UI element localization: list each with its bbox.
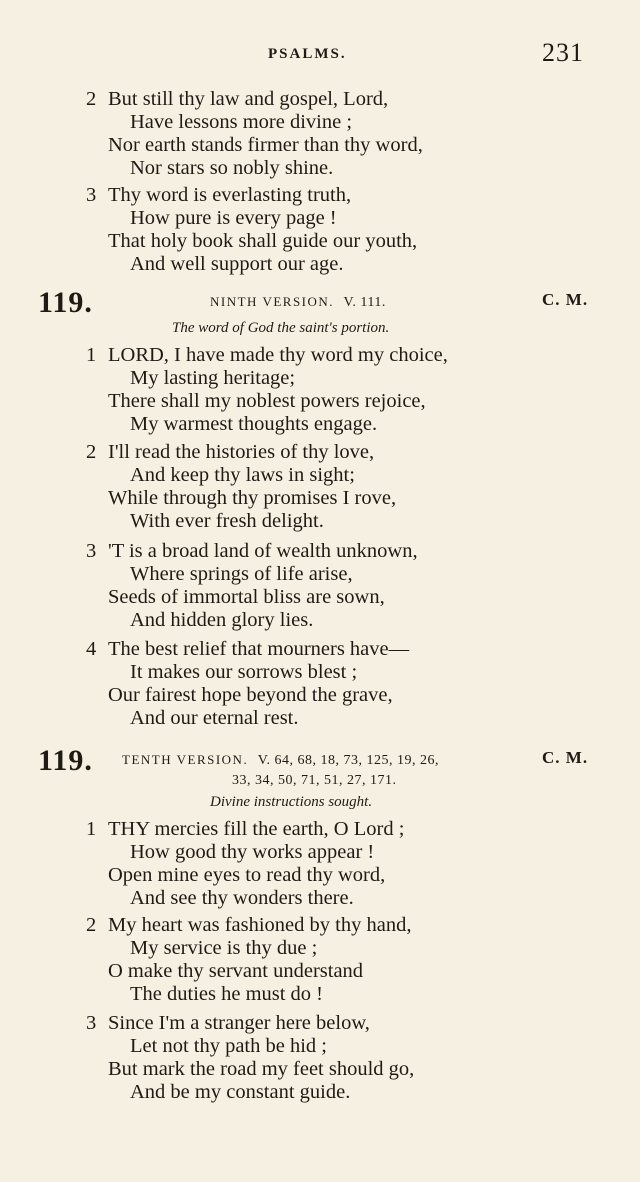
verse-line: But mark the road my feet should go,	[108, 1058, 415, 1080]
verse-line: But still thy law and gospel, Lord,	[108, 88, 389, 110]
verse-line: And hidden glory lies.	[130, 609, 314, 631]
hymn-number: 119.	[38, 744, 93, 777]
version-title-continued	[232, 772, 397, 789]
verse-line: How pure is every page !	[130, 207, 337, 229]
verse-line: And keep thy laws in sight;	[130, 464, 355, 486]
verse-line: Thy word is everlasting truth,	[108, 184, 352, 206]
verse-line: Nor stars so nobly shine.	[130, 157, 334, 179]
verse-line: Nor earth stands firmer than thy word,	[108, 134, 423, 156]
verse-line: There shall my noblest powers rejoice,	[108, 390, 426, 412]
stanza-number: 3	[86, 1012, 97, 1034]
stanza-number: 2	[86, 914, 97, 936]
verse-reference: V. 111.	[343, 295, 386, 310]
stanza-number: 3	[86, 184, 97, 206]
verse-reference: V. 64, 68, 18, 73, 125, 19, 26,	[257, 753, 440, 768]
verse-line: How good thy works appear !	[130, 841, 375, 863]
verse-line: My warmest thoughts engage.	[130, 413, 378, 435]
version-title	[210, 294, 386, 311]
version-name: TENTH VERSION.	[122, 752, 249, 767]
verse-line: My heart was fashioned by thy hand,	[108, 914, 412, 936]
verse-line: And be my constant guide.	[130, 1081, 351, 1103]
verse-line: My service is thy due ;	[130, 937, 318, 959]
verse-line: Where springs of life arise,	[130, 563, 353, 585]
stanza-number: 2	[86, 88, 97, 110]
verse-line: I'll read the histories of thy love,	[108, 441, 375, 463]
stanza-number: 4	[86, 638, 97, 660]
stanza-number: 3	[86, 540, 97, 562]
hymn-subtitle: The word of God the saint's portion.	[172, 320, 390, 336]
verse-line: My lasting heritage;	[130, 367, 296, 389]
page-header	[0, 38, 640, 72]
verse-line: Let not thy path be hid ;	[130, 1035, 327, 1057]
meter: C. M.	[542, 290, 589, 309]
verse-line: The best relief that mourners have—	[108, 638, 410, 660]
verse-reference: 33, 34, 50, 71, 51, 27, 171.	[232, 773, 397, 788]
verse-line: LORD, I have made thy word my choice,	[108, 344, 448, 366]
verse-line: And well support our age.	[130, 253, 344, 275]
verse-line: Seeds of immortal bliss are sown,	[108, 586, 385, 608]
stanza-number: 1	[86, 344, 97, 366]
verse-line: Our fairest hope beyond the grave,	[108, 684, 393, 706]
stanza-number: 2	[86, 441, 97, 463]
version-name: NINTH VERSION.	[210, 294, 335, 309]
verse-line: With ever fresh delight.	[130, 510, 324, 532]
page-number: 231	[542, 38, 584, 67]
verse-line: While through thy promises I rove,	[108, 487, 397, 509]
verse-line: O make thy servant understand	[108, 960, 364, 982]
version-title	[122, 752, 439, 769]
running-title: PSALMS.	[268, 46, 347, 62]
stanza-number: 1	[86, 818, 97, 840]
verse-line: That holy book shall guide our youth,	[108, 230, 418, 252]
verse-line: And our eternal rest.	[130, 707, 299, 729]
verse-line: Have lessons more divine ;	[130, 111, 353, 133]
hymn-number: 119.	[38, 286, 93, 319]
verse-line: The duties he must do !	[130, 983, 324, 1005]
verse-line: And see thy wonders there.	[130, 887, 354, 909]
meter: C. M.	[542, 748, 589, 767]
verse-line: THY mercies fill the earth, O Lord ;	[108, 818, 405, 840]
verse-line: It makes our sorrows blest ;	[130, 661, 358, 683]
verse-line: 'T is a broad land of wealth unknown,	[108, 540, 418, 562]
verse-line: Open mine eyes to read thy word,	[108, 864, 386, 886]
verse-line: Since I'm a stranger here below,	[108, 1012, 370, 1034]
hymn-subtitle: Divine instructions sought.	[210, 794, 373, 810]
